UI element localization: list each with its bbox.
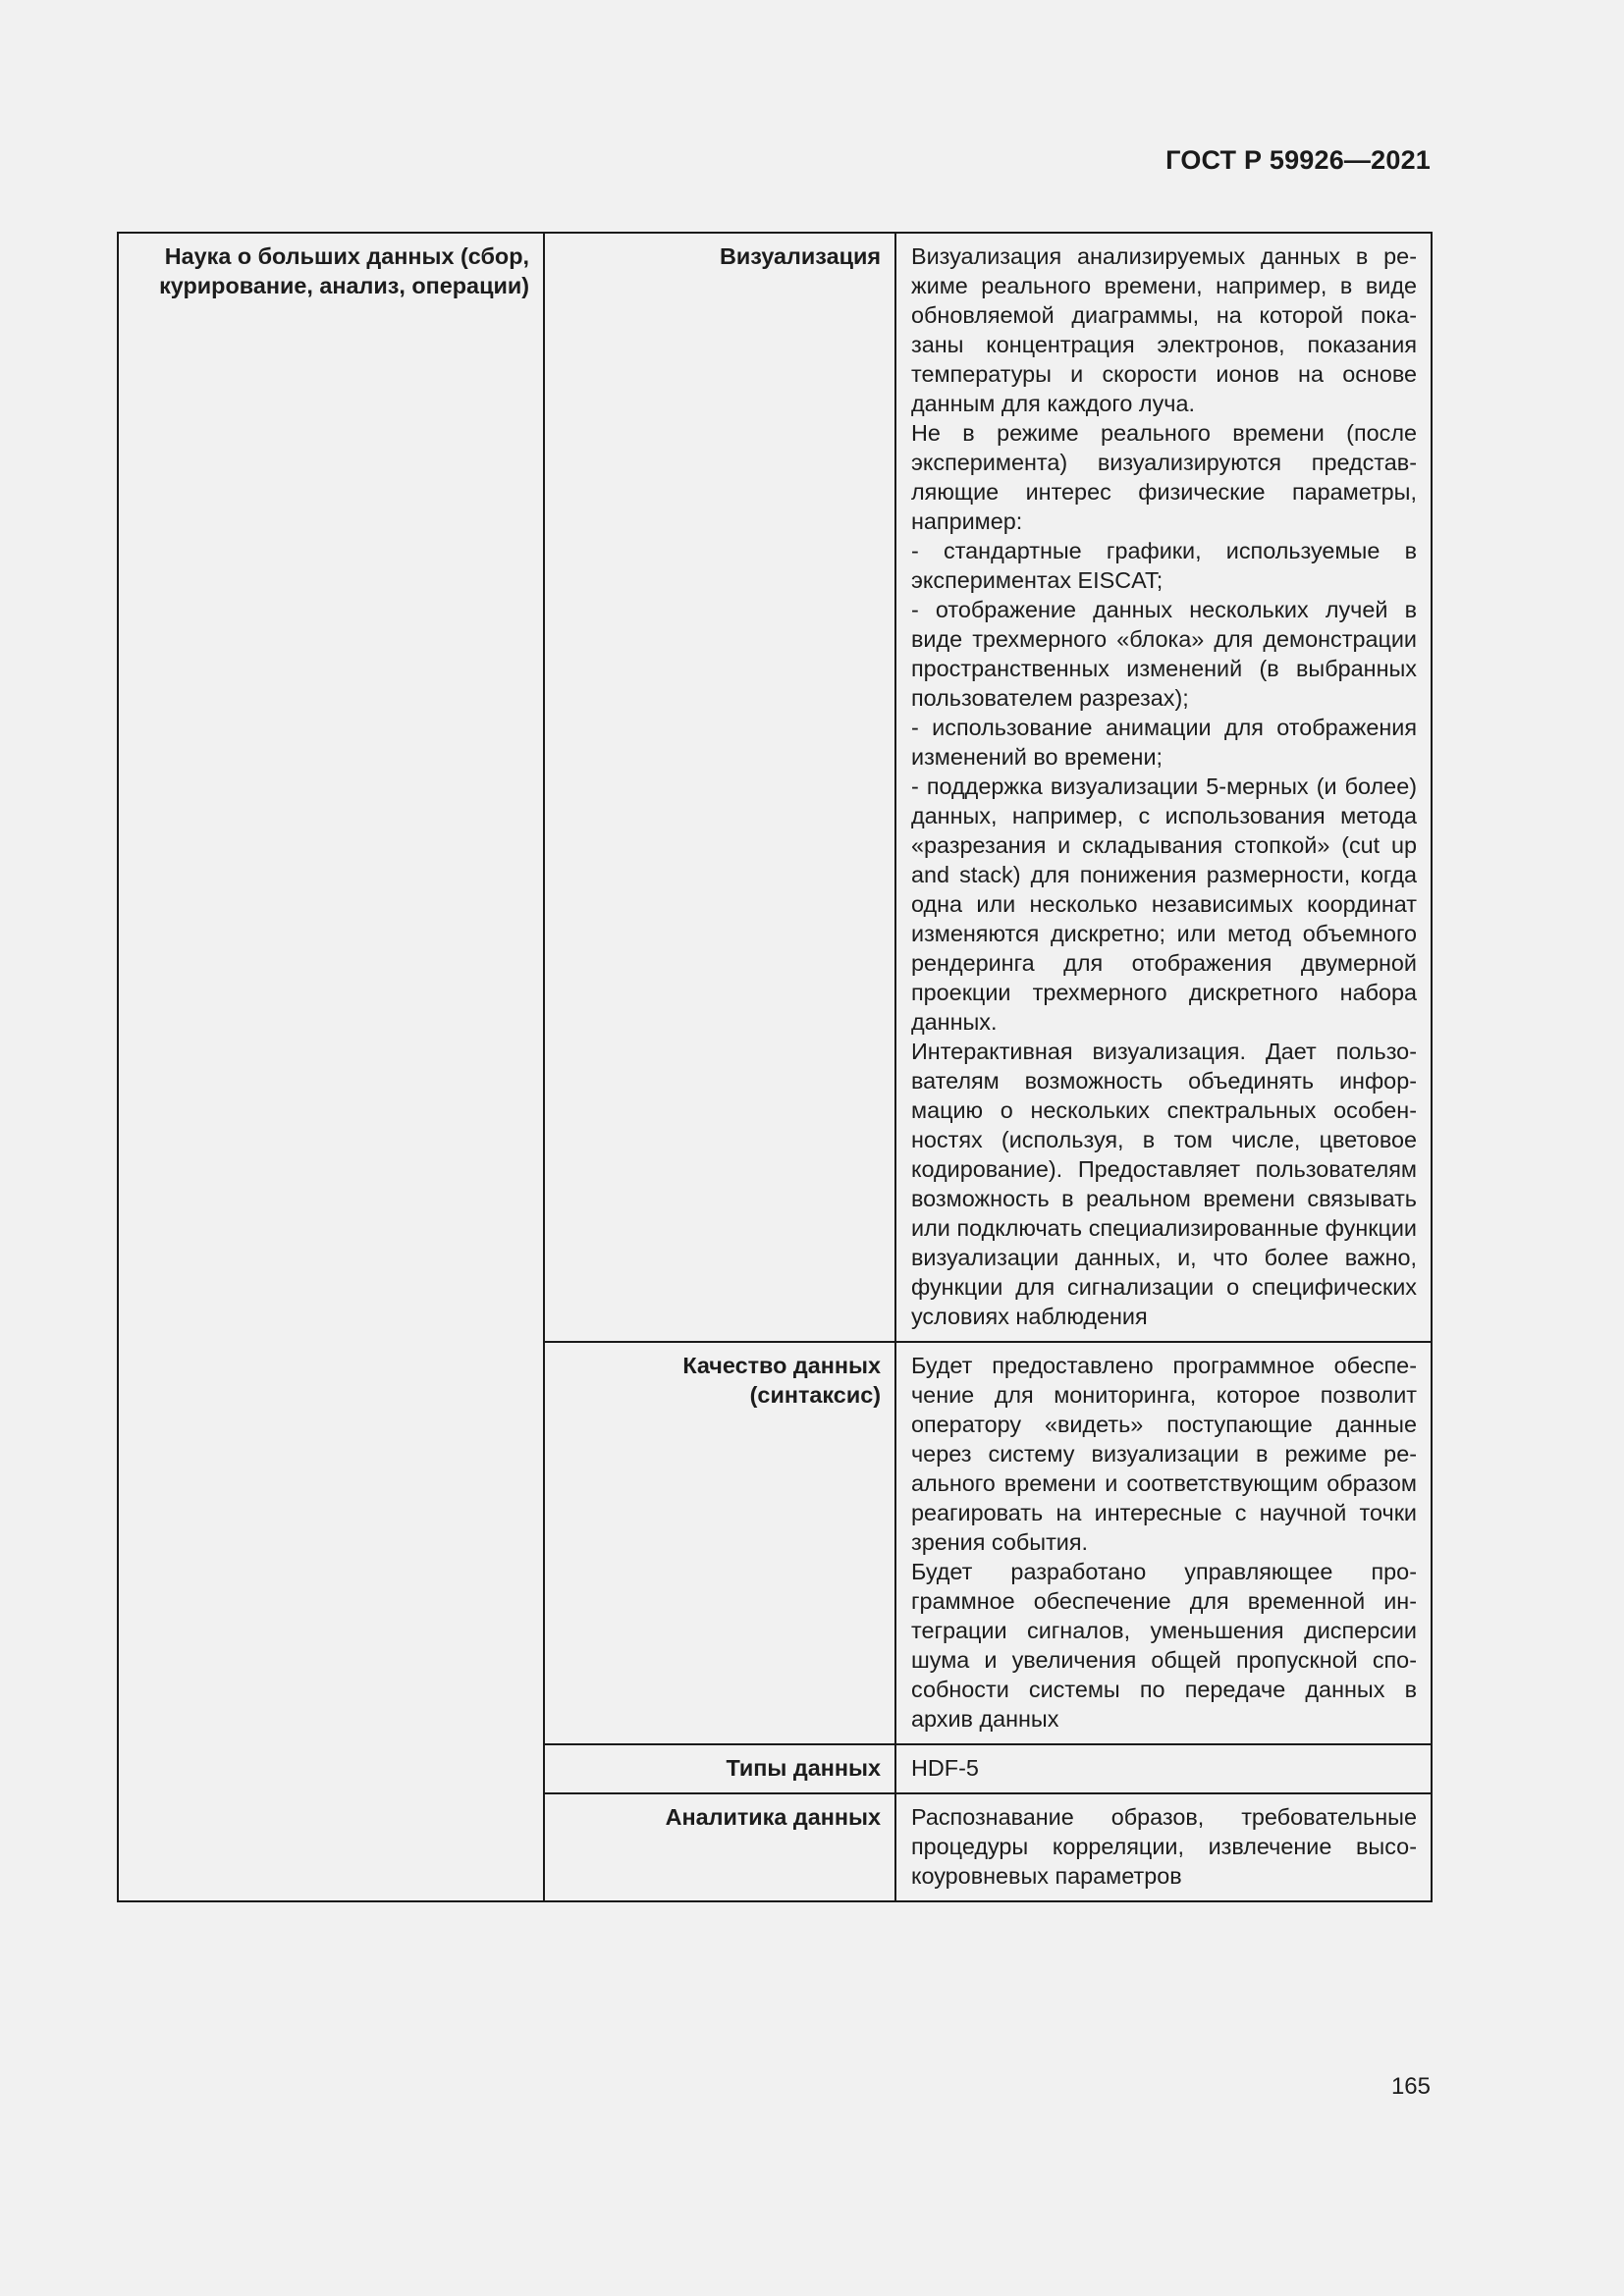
description-paragraph: Визуализация анализируемых данных в режиме реального времени, например, в виде обновляемой диаграммы, на которой показаны концентрация электронов, показания температуры и скорости ионов на основе данным для каждого луча. xyxy=(911,243,1417,416)
description-paragraph: Не в режиме реального времени (после эксперимента) визуализируются представляющие интерес физические параметры, например: xyxy=(911,420,1417,534)
facet-data-analytics: Аналитика данных xyxy=(544,1793,895,1901)
description-paragraph: - использование анимации для отображения изменений во времени; xyxy=(911,715,1417,770)
facet-data-quality: Качество данных (синтаксис) xyxy=(544,1342,895,1744)
table-row xyxy=(118,233,1432,1342)
area-cell: Наука о больших данных (сбор, курирование, анализ, операции) xyxy=(118,233,544,1901)
description-paragraph: Будет предоставлено программное обеспечение для мониторинга, которое позволит оператору «видеть» поступающие данные через систему визуализации в режиме реального времени и соответствующим образом реагировать на интересные с научной точки зрения события. xyxy=(911,1353,1417,1555)
description-paragraph: Будет разработано управляющее программное обеспечение для временной интеграции сигналов, уменьшения дисперсии шума и увеличения общей пропускной способности системы по передаче данных в архив данных xyxy=(911,1559,1417,1732)
facet-visualization: Визуализация xyxy=(544,233,895,1342)
description-data-analytics xyxy=(895,1793,1432,1901)
description-visualization xyxy=(895,233,1432,1342)
description-paragraph: Интерактивная визуализация. Дает пользователям возможность объединять информацию о нескольких спектральных особенностях (используя, в том числе, цветовое кодирование). Предоставляет пользователям возможность в реальном времени связывать или подключать специализированные функции визуализации данных, и, что более важно, функции для сигнализации о специфических условиях наблюдения xyxy=(911,1039,1417,1329)
document-standard-header: ГОСТ Р 59926—2021 xyxy=(1165,145,1431,175)
description-paragraph: - стандартные графики, используемые в экспериментах EISCAT; xyxy=(911,538,1417,593)
description-paragraph: - поддержка визуализации 5-мерных (и более) данных, например, с использования метода «разрезания и складывания стопкой» (cut up and stack) для понижения размерности, когда одна или несколько независимых координат изменяются дискретно; или метод объемного рендеринга для отображения двумерной проекции трехмерного дискретного набора данных. xyxy=(911,774,1417,1035)
facet-data-types: Типы данных xyxy=(544,1744,895,1793)
description-paragraph: HDF-5 xyxy=(911,1755,979,1781)
requirements-table xyxy=(117,232,1433,1902)
page-number: 165 xyxy=(1390,2073,1431,2100)
description-data-quality xyxy=(895,1342,1432,1744)
description-paragraph: Распознавание образов, требовательные процедуры корреляции, извлечение высокоуровневых параметров xyxy=(911,1804,1417,1889)
description-data-types xyxy=(895,1744,1432,1793)
description-paragraph: - отображение данных нескольких лучей в виде трехмерного «блока» для демонстрации пространственных изменений (в выбранных пользователем разрезах); xyxy=(911,597,1417,711)
